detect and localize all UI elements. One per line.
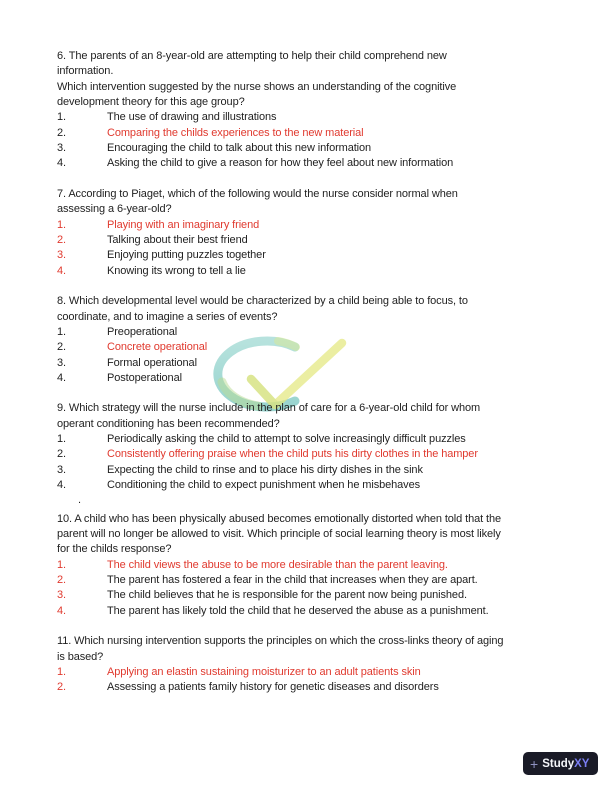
option-label: The child views the abuse to be more desirable than the parent leaving. <box>107 558 448 571</box>
plus-icon: + <box>530 755 539 772</box>
question-stem-line: is based? <box>57 650 104 663</box>
brand-name: Study <box>542 757 575 770</box>
question-stem <box>57 401 605 432</box>
answer-option <box>57 432 605 447</box>
answer-option <box>57 141 605 156</box>
option-number: 1. <box>57 666 66 678</box>
option-number: 3. <box>57 141 66 154</box>
question-block <box>57 49 605 172</box>
question-stem-line: 10. A child who has been physically abused becomes emotionally distorted when told that the <box>57 512 502 525</box>
option-label: Applying an elastin sustaining moisturizer to an adult patients skin <box>107 666 421 678</box>
option-label: Comparing the childs experiences to the new material <box>107 126 364 139</box>
options-list <box>57 218 605 279</box>
option-number: 2. <box>57 574 66 587</box>
option-number: 3. <box>57 589 66 602</box>
question-stem-line: Which intervention suggested by the nurse shows an understanding of the cognitive <box>57 80 457 93</box>
option-number: 3. <box>57 356 66 369</box>
option-number: 1. <box>57 433 66 446</box>
answer-option <box>57 325 605 340</box>
option-number: 4. <box>57 479 66 492</box>
studyxy-badge <box>523 752 598 775</box>
options-list <box>57 110 605 171</box>
answer-option <box>57 248 605 263</box>
option-label: Concrete operational <box>107 341 208 354</box>
answer-option <box>57 478 605 493</box>
option-number: 2. <box>57 341 66 354</box>
answer-option <box>57 680 605 695</box>
answer-option <box>57 573 605 588</box>
option-label: Expecting the child to rinse and to place his dirty dishes in the sink <box>107 463 423 476</box>
answer-option <box>57 233 605 248</box>
answer-option <box>57 264 605 279</box>
option-number: 1. <box>57 325 66 338</box>
option-label: Postoperational <box>107 371 182 384</box>
option-label: Encouraging the child to talk about this new information <box>107 141 372 154</box>
question-stem-line: operant conditioning has been recommended? <box>57 417 280 430</box>
option-label: Consistently offering praise when the child puts his dirty clothes in the hamper <box>107 448 478 461</box>
question-stem-line: 6. The parents of an 8-year-old are attempting to help their child comprehend new <box>57 50 447 62</box>
question-block <box>57 401 605 508</box>
answer-option <box>57 371 605 386</box>
question-stem-line: coordinate, and to imagine a series of events? <box>57 310 278 323</box>
answer-option <box>57 463 605 478</box>
question-stem-line: 8. Which developmental level would be characterized by a child being able to focus, to <box>57 295 468 308</box>
option-label: Playing with an imaginary friend <box>107 218 260 231</box>
stray-period: . <box>78 494 81 507</box>
options-list <box>57 432 605 493</box>
question-stem-line: development theory for this age group? <box>57 95 245 108</box>
question-stem-line: 9. Which strategy will the nurse include in the plan of care for a 6-year-old child for whom <box>57 402 481 415</box>
question-stem <box>57 512 605 558</box>
option-number: 2. <box>57 448 66 461</box>
option-label: Talking about their best friend <box>107 233 248 246</box>
option-number: 2. <box>57 681 66 694</box>
question-stem <box>57 294 605 325</box>
options-list <box>57 325 605 386</box>
question-stem-line: information. <box>57 65 114 78</box>
question-stem-line: assessing a 6-year-old? <box>57 203 172 216</box>
question-block <box>57 512 605 619</box>
answer-option <box>57 110 605 125</box>
option-number: 2. <box>57 126 66 139</box>
option-label: Periodically asking the child to attempt to solve increasingly difficult puzzles <box>107 433 466 446</box>
answer-option <box>57 218 605 233</box>
option-label: Formal operational <box>107 356 197 369</box>
option-label: Assessing a patients family history for genetic diseases and disorders <box>107 681 439 694</box>
answer-option <box>57 588 605 603</box>
question-stem-line: parent will no longer be allowed to visit. Which principle of social learning theory is most likely <box>57 528 501 541</box>
option-label: Knowing its wrong to tell a lie <box>107 264 246 277</box>
options-list <box>57 558 605 619</box>
option-number: 2. <box>57 233 66 246</box>
option-label: The parent has fostered a fear in the child that increases when they are apart. <box>107 574 478 587</box>
question-stem-line: for the childs response? <box>57 543 172 556</box>
questions-list <box>57 49 605 711</box>
brand-suffix: XY <box>574 757 590 770</box>
option-label: Asking the child to give a reason for how they feel about new information <box>107 157 454 170</box>
answer-option <box>57 604 605 619</box>
option-label: The child believes that he is responsible for the parent now being punished. <box>107 589 467 602</box>
answer-option <box>57 126 605 141</box>
answer-option <box>57 447 605 462</box>
question-block <box>57 294 605 386</box>
question-stem-line: 7. According to Piaget, which of the following would the nurse consider normal when <box>57 187 458 200</box>
answer-option <box>57 340 605 355</box>
option-label: Preoperational <box>107 325 178 338</box>
option-label: The use of drawing and illustrations <box>107 111 277 124</box>
option-number: 1. <box>57 558 66 571</box>
option-number: 3. <box>57 249 66 262</box>
option-number: 4. <box>57 157 66 170</box>
option-number: 4. <box>57 264 66 277</box>
option-label: The parent has likely told the child that he deserved the abuse as a punishment. <box>107 604 489 617</box>
question-block <box>57 187 605 279</box>
options-list <box>57 665 605 696</box>
answer-option <box>57 156 605 171</box>
option-label: Enjoying putting puzzles together <box>107 249 266 262</box>
question-stem <box>57 187 605 218</box>
answer-option <box>57 558 605 573</box>
option-number: 1. <box>57 218 66 231</box>
question-stem <box>57 49 605 110</box>
question-stem-line: 11. Which nursing intervention supports the principles on which the cross-links theory of aging <box>57 635 504 648</box>
question-stem <box>57 634 605 665</box>
answer-option <box>57 665 605 680</box>
option-number: 1. <box>57 111 66 124</box>
option-number: 4. <box>57 604 66 617</box>
option-label: Conditioning the child to expect punishment when he misbehaves <box>107 479 420 492</box>
option-number: 4. <box>57 371 66 384</box>
answer-option <box>57 356 605 371</box>
question-block <box>57 634 605 695</box>
option-number: 3. <box>57 463 66 476</box>
